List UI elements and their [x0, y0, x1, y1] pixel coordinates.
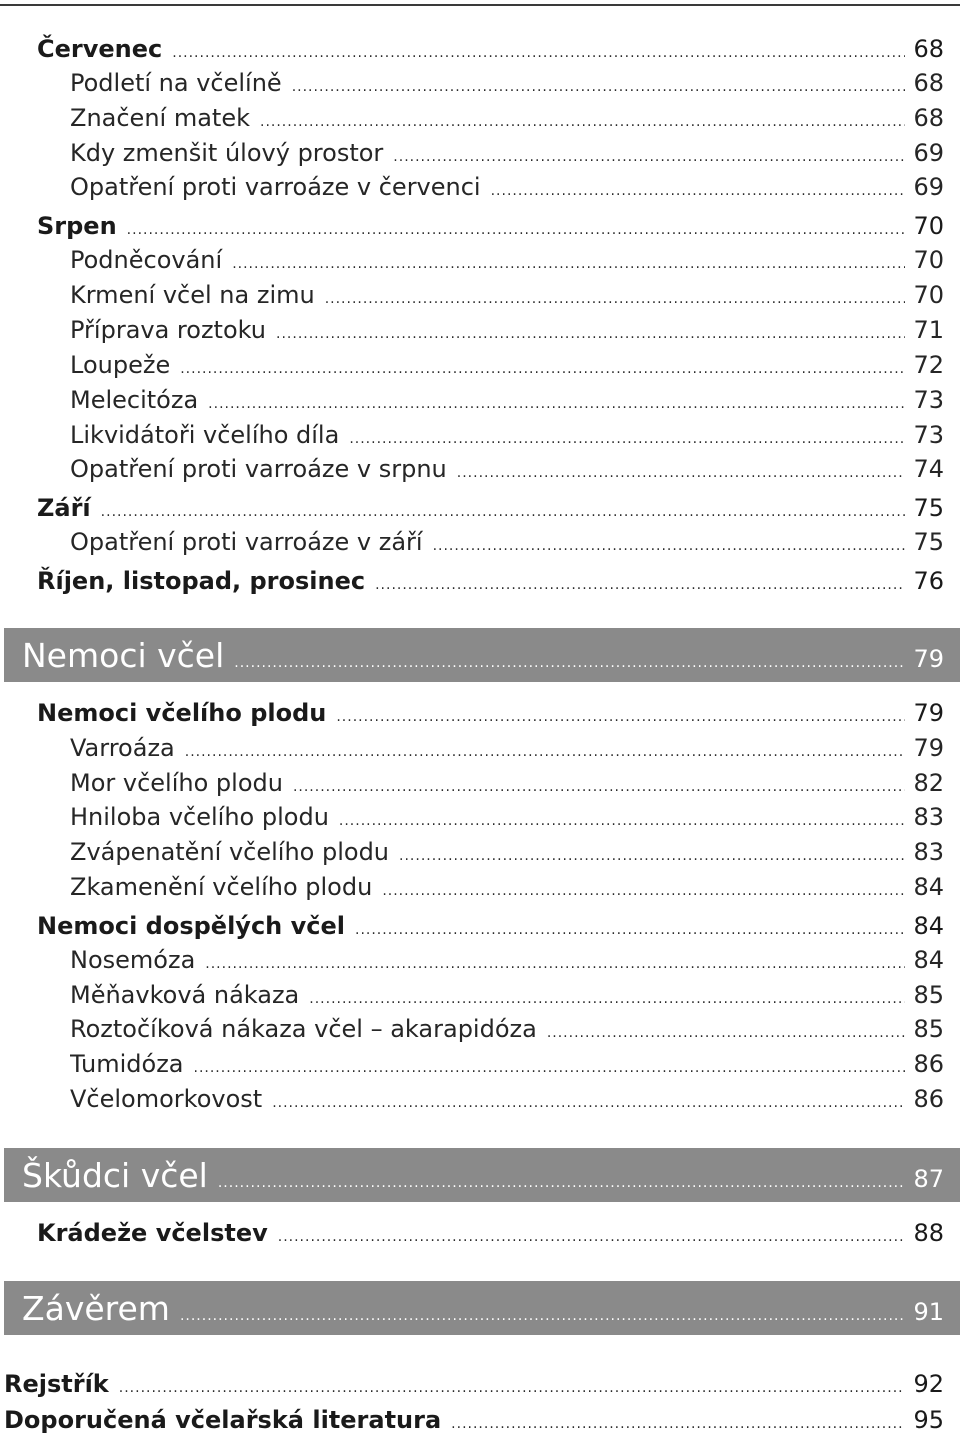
chapter-band-zaver: [4, 1281, 960, 1335]
leader-dots: [278, 1219, 906, 1251]
toc-title: Červenec: [37, 35, 163, 63]
toc-entry[interactable]: [37, 1215, 944, 1251]
chapter-page: 87: [913, 1165, 944, 1193]
toc-title: Krmení včel na zimu: [70, 281, 315, 309]
toc-page: 70: [913, 281, 944, 309]
toc-title: Září: [37, 494, 91, 522]
toc-page: 68: [913, 104, 944, 132]
toc-title: Opatření proti varroáze v srpnu: [70, 455, 447, 483]
leader-dots: [119, 1370, 906, 1402]
leader-dots: [101, 494, 906, 526]
toc-title: Nosemóza: [70, 946, 196, 974]
toc-entry[interactable]: [70, 1012, 944, 1047]
chapter-title: Nemoci včel: [22, 636, 225, 675]
top-rule: [0, 4, 960, 6]
toc-page: 82: [913, 769, 944, 797]
toc-page: 84: [913, 946, 944, 974]
toc-page: 68: [913, 35, 944, 63]
toc-entry[interactable]: [70, 1047, 944, 1082]
toc-page: 69: [913, 173, 944, 201]
leader-dots: [208, 387, 905, 418]
toc-page: 73: [913, 386, 944, 414]
toc-page: 69: [913, 139, 944, 167]
leader-dots: [172, 35, 905, 67]
toc-title: Melecitóza: [70, 386, 199, 414]
toc-title: Mor včelího plodu: [70, 769, 283, 797]
toc-page: 68: [913, 69, 944, 97]
chapter-page: 79: [913, 645, 944, 673]
toc-entry-zari[interactable]: [37, 490, 944, 526]
leader-dots: [194, 1051, 906, 1082]
toc-title: Podletí na včelíně: [70, 69, 282, 97]
leader-dots: [272, 1086, 905, 1117]
toc-page: 76: [913, 567, 944, 595]
toc-title: Doporučená včelařská literatura: [4, 1406, 442, 1434]
toc-title: Krádeže včelstev: [37, 1219, 268, 1247]
toc-entry-rejstrik[interactable]: [4, 1366, 944, 1402]
toc-page: 73: [913, 421, 944, 449]
toc-entry[interactable]: [70, 170, 944, 205]
toc-page: 71: [913, 316, 944, 344]
toc-title: Měňavková nákaza: [70, 981, 300, 1009]
leader-dots: [205, 947, 905, 978]
chapter-entry-skudci[interactable]: [22, 1152, 944, 1200]
chapter-entry-nemoci[interactable]: [22, 632, 944, 680]
toc-page: 85: [913, 981, 944, 1009]
chapter-title: Závěrem: [22, 1289, 170, 1328]
toc-page: 85: [913, 1015, 944, 1043]
leader-dots: [234, 639, 905, 680]
toc-title: Tumidóza: [70, 1050, 184, 1078]
leader-dots: [218, 1159, 906, 1200]
toc-title: Opatření proti varroáze v červenci: [70, 173, 481, 201]
toc-entry[interactable]: [70, 525, 944, 560]
toc-page: 75: [913, 528, 944, 556]
leader-dots: [382, 874, 905, 905]
chapter-title: Škůdci včel: [22, 1156, 208, 1195]
toc-title: Značení matek: [70, 104, 250, 132]
toc-entry[interactable]: [70, 943, 944, 978]
toc-page: 84: [913, 912, 944, 940]
toc-title: Likvidátoři včelího díla: [70, 421, 340, 449]
toc-page: 70: [913, 246, 944, 274]
toc-entry[interactable]: [70, 136, 944, 171]
toc-title: Roztočíková nákaza včel – akarapidóza: [70, 1015, 537, 1043]
chapter-band-nemoci: [4, 628, 960, 682]
leader-dots: [349, 422, 905, 453]
toc-title: Zvápenatění včelího plodu: [70, 838, 390, 866]
toc-entry[interactable]: [70, 1082, 944, 1117]
toc-page: 83: [913, 838, 944, 866]
toc-page: 86: [913, 1050, 944, 1078]
toc-page: 88: [913, 1219, 944, 1247]
leader-dots: [180, 352, 905, 383]
toc-entry[interactable]: [37, 908, 944, 944]
leader-dots: [355, 912, 905, 944]
leader-dots: [336, 699, 905, 731]
toc-entry[interactable]: [37, 695, 944, 731]
toc-title: Opatření proti varroáze v září: [70, 528, 423, 556]
toc-entry-literatura[interactable]: [4, 1402, 944, 1438]
toc-entry[interactable]: [70, 800, 944, 835]
toc-page: 83: [913, 803, 944, 831]
toc-title: Podněcování: [70, 246, 223, 274]
leader-dots: [547, 1016, 906, 1047]
leader-dots: [393, 140, 905, 171]
toc-title: Včelomorkovost: [70, 1085, 263, 1113]
leader-dots: [433, 529, 906, 560]
toc-entry[interactable]: [70, 278, 944, 313]
toc-entry[interactable]: [70, 731, 944, 766]
toc-page: 84: [913, 873, 944, 901]
leader-dots: [451, 1406, 905, 1438]
toc-page: 70: [913, 212, 944, 240]
toc-entry-cervenec[interactable]: [37, 31, 944, 67]
leader-dots: [399, 839, 905, 870]
toc-entry[interactable]: [70, 835, 944, 870]
toc-entry[interactable]: [70, 101, 944, 136]
leader-dots: [457, 456, 906, 487]
leader-dots: [375, 567, 905, 599]
chapter-page: 91: [913, 1298, 944, 1326]
toc-page: 75: [913, 494, 944, 522]
leader-dots: [293, 770, 906, 801]
toc-page: 72: [913, 351, 944, 379]
toc-title: Zkamenění včelího plodu: [70, 873, 373, 901]
leader-dots: [180, 1292, 906, 1333]
toc-title: Varroáza: [70, 734, 175, 762]
toc-page: 95: [913, 1406, 944, 1434]
toc-page: 86: [913, 1085, 944, 1113]
leader-dots: [127, 212, 906, 244]
leader-dots: [276, 317, 905, 348]
toc-page: 74: [913, 455, 944, 483]
leader-dots: [309, 982, 905, 1013]
toc-title: Nemoci dospělých včel: [37, 912, 345, 940]
toc-title: Kdy zmenšit úlový prostor: [70, 139, 384, 167]
toc-title: Rejstřík: [4, 1370, 109, 1398]
chapter-band-skudci: [4, 1148, 960, 1202]
toc-page: 79: [913, 699, 944, 727]
toc-entry[interactable]: [70, 66, 944, 101]
leader-dots: [232, 247, 905, 278]
toc-entry[interactable]: [70, 452, 944, 487]
toc-title: Říjen, listopad, prosinec: [37, 567, 366, 595]
toc-entry[interactable]: [70, 418, 944, 453]
toc-page: 79: [913, 734, 944, 762]
leader-dots: [339, 804, 906, 835]
leader-dots: [260, 105, 905, 136]
toc-entry[interactable]: [70, 383, 944, 418]
toc-entry-srpen[interactable]: [37, 208, 944, 244]
toc-entry-rijen[interactable]: [37, 563, 944, 599]
leader-dots: [292, 70, 906, 101]
leader-dots: [491, 174, 906, 205]
toc-title: Nemoci včelího plodu: [37, 699, 327, 727]
leader-dots: [185, 735, 906, 766]
toc-title: Loupeže: [70, 351, 171, 379]
toc-entry[interactable]: [70, 313, 944, 348]
toc-entry[interactable]: [70, 978, 944, 1013]
toc-entry[interactable]: [70, 766, 944, 801]
toc-page: 92: [913, 1370, 944, 1398]
toc-title: Srpen: [37, 212, 117, 240]
toc-title: Hniloba včelího plodu: [70, 803, 329, 831]
toc-title: Příprava roztoku: [70, 316, 267, 344]
toc-entry[interactable]: [70, 348, 944, 383]
leader-dots: [325, 282, 906, 313]
chapter-entry-zaver[interactable]: [22, 1285, 944, 1333]
toc-entry[interactable]: [70, 243, 944, 278]
toc-entry[interactable]: [70, 870, 944, 905]
